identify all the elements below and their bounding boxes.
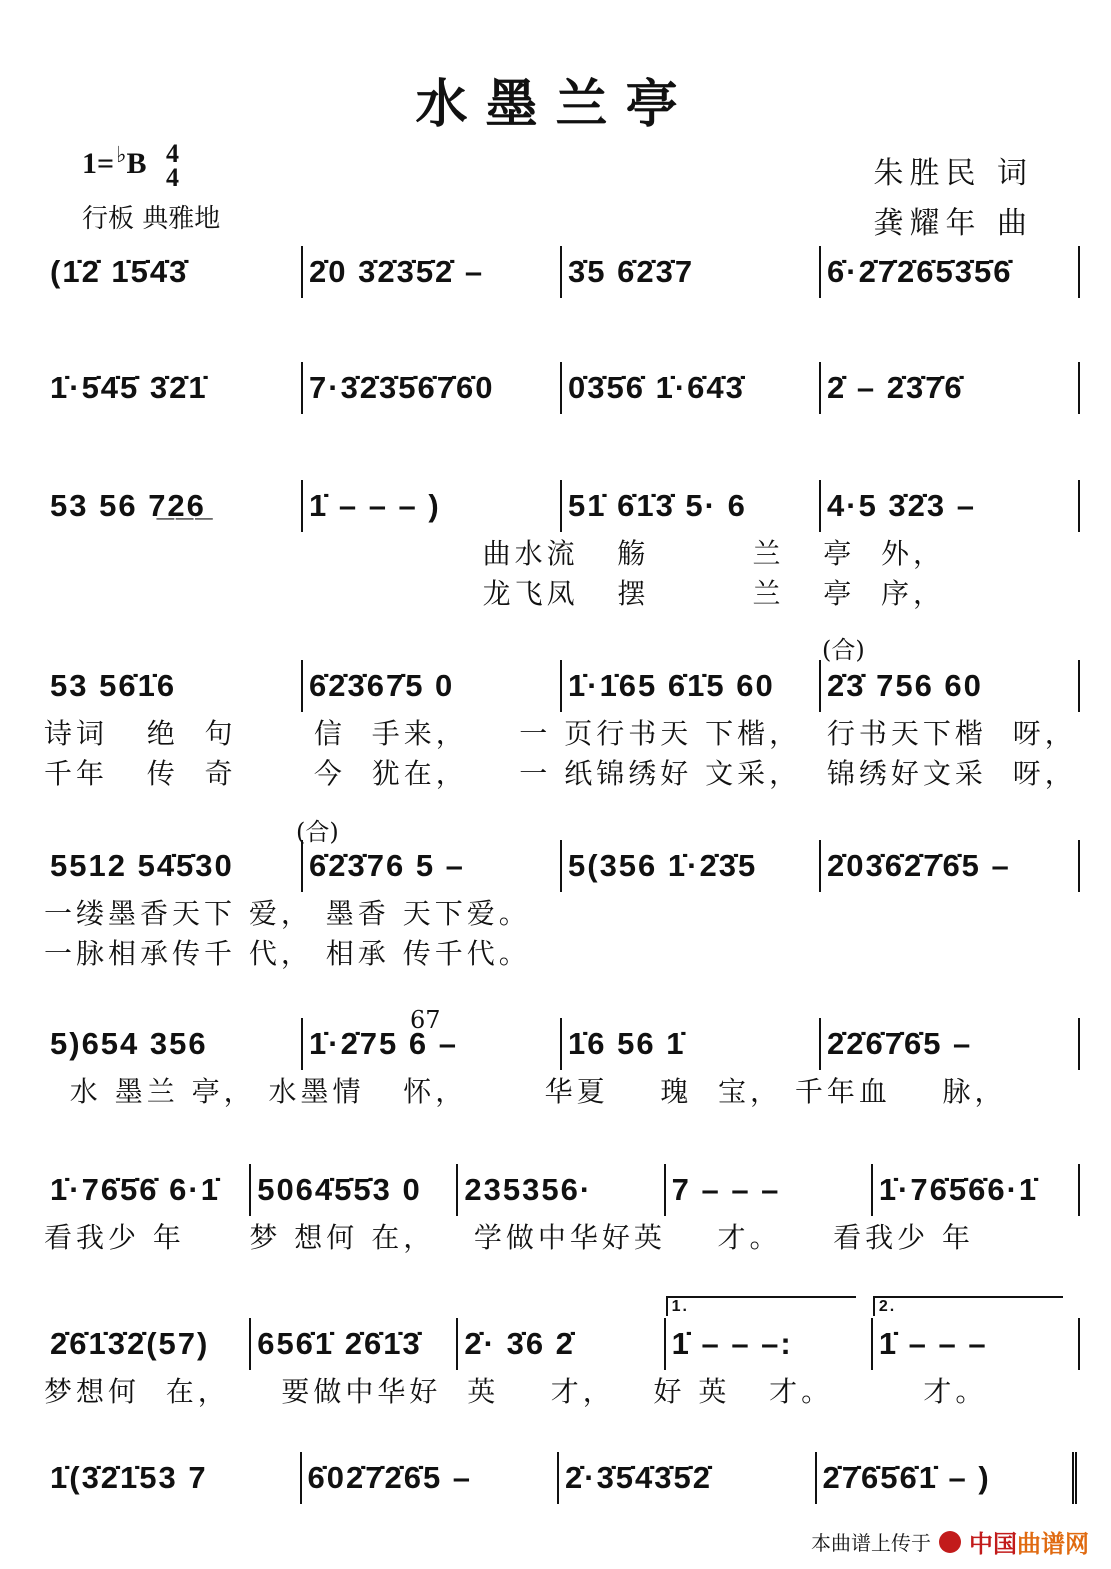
measure: 0̇3̇5̇6̇ 1̇·6̇4̇3̇ bbox=[568, 370, 745, 405]
measure-row bbox=[44, 244, 1080, 300]
measure: 1̇(3̇2̇1̇53 7 bbox=[50, 1460, 208, 1495]
barline bbox=[1078, 1318, 1080, 1370]
lyric-line: 曲水流 觞 兰 亭 外， bbox=[44, 537, 946, 570]
measure: 2̇ – 2̇3̇7̇6̇ bbox=[827, 370, 964, 405]
measure: 53 56̇1̇6 bbox=[50, 668, 177, 703]
chorus-mark: (合) bbox=[822, 636, 865, 664]
staff-system bbox=[44, 244, 1080, 300]
lyric-line: 龙飞凤 摆 兰 亭 序， bbox=[44, 577, 946, 610]
barline bbox=[1078, 840, 1080, 892]
key-note: B bbox=[126, 147, 147, 180]
volta-second-ending: 2. bbox=[873, 1296, 1064, 1316]
measure: 6̇2̇3̇67̇5 0 bbox=[309, 668, 455, 703]
footer-text: 本曲谱上传于 bbox=[811, 1531, 931, 1555]
measure: 1̇·5̇4̇5̇ 3̇2̇1̇ bbox=[50, 370, 208, 405]
measure: 1̇ – – – ) bbox=[309, 488, 441, 523]
key-prefix: 1= bbox=[82, 147, 115, 180]
site-logo-icon bbox=[939, 1531, 961, 1553]
staff-system bbox=[44, 478, 1080, 614]
measure: 2̇6̇1̇3̇2̇(57) bbox=[50, 1326, 210, 1361]
measure: 656̇1̇ 2̇6̇1̇3̇ bbox=[257, 1326, 422, 1361]
measure: 4·5 3̇2̇3 – bbox=[827, 488, 976, 523]
flat-icon: ♭ bbox=[116, 142, 127, 167]
measure: 7 – – – bbox=[671, 1172, 781, 1207]
measure: 6̇·2̇7̇2̇6̇5̇3̇5̇6̇ bbox=[827, 254, 1013, 289]
barline bbox=[1078, 1018, 1080, 1070]
staff-system bbox=[44, 838, 1080, 974]
barline bbox=[1078, 1164, 1080, 1216]
measure: 2̇0 3̇2̇3̇5̇2̇ – bbox=[309, 254, 485, 289]
time-bottom: 4 bbox=[166, 163, 180, 193]
measure: 1̇ – – –: 1. bbox=[666, 1316, 871, 1372]
staff-system bbox=[44, 1450, 1080, 1506]
final-barline bbox=[1072, 1452, 1080, 1504]
measure: 1̇·76̇5̇6̇ 6·1̇ bbox=[50, 1172, 220, 1207]
chorus-mark: (合) bbox=[296, 818, 339, 846]
measure: 2̇· 3̇6 2̇ bbox=[464, 1326, 575, 1361]
barline bbox=[1078, 660, 1080, 712]
staff-system bbox=[44, 658, 1080, 794]
measure: 2̇2̇6̇7̇6̇5 – bbox=[827, 1026, 973, 1061]
staff-system bbox=[44, 360, 1080, 416]
measure: 5)654 356 bbox=[50, 1026, 208, 1061]
key-signature bbox=[82, 139, 180, 193]
barline bbox=[1078, 246, 1080, 298]
measure: 2̇3̇ 756 60 bbox=[827, 668, 983, 703]
measure-row bbox=[44, 1450, 1080, 1506]
measure: 2̇·3̇5̇4̇3̇5̇2̇ bbox=[565, 1460, 713, 1495]
composer-credit: 龚耀年 曲 bbox=[873, 206, 1033, 241]
measure: 3̇5 6̇2̇3̇7 bbox=[568, 254, 695, 289]
measure-row bbox=[44, 658, 1080, 714]
measure: 5512 54̇5̇30 bbox=[50, 848, 234, 883]
lyric-line: 诗词 绝 句 信 手来， 一 页行书天 下楷， 行书天下楷 呀， bbox=[44, 717, 1077, 750]
staff-system bbox=[44, 1016, 1080, 1112]
measure: 51̇ 6̇1̇3̇ 5· 6 bbox=[568, 488, 747, 523]
measure: (1̇2̇ 1̇5̇4̇3̇ bbox=[50, 254, 189, 289]
measure: 2̇7̇6̇5̇6̇1̇ – ) bbox=[822, 1460, 991, 1495]
measure: 1̇6 56 1̇ bbox=[568, 1026, 686, 1061]
lyric-line: 一缕墨香天下 爱， 墨香 天下爱。 bbox=[44, 897, 531, 930]
measure-row bbox=[44, 360, 1080, 416]
staff-system bbox=[44, 1298, 1080, 1412]
measure: 1̇ – – – 2. bbox=[873, 1316, 1078, 1372]
measure: 53 56 7̲2̲6̲ bbox=[50, 488, 206, 523]
grace-notes: 67 bbox=[410, 1006, 441, 1034]
measure: 5064̇5̇5̇3 0 bbox=[257, 1172, 422, 1207]
barline bbox=[1078, 480, 1080, 532]
lyric-line: 千年 传 奇 今 犹在， 一 纸锦绣好 文采， 锦绣好文采 呀， bbox=[44, 757, 1077, 790]
barline bbox=[1078, 362, 1080, 414]
measure: 1̇·1̇65 6̇1̇5 60 bbox=[568, 668, 775, 703]
site-logo bbox=[969, 1524, 1089, 1559]
measure: 1̇·76̇5̇6̇6·1̇ bbox=[878, 1172, 1039, 1207]
measure: 2̇03̇6̇2̇7̇6̇5 – bbox=[827, 848, 1011, 883]
lyric-line: 看我少 年 梦 想何 在， 学做中华好英 才。 看我少 年 bbox=[44, 1221, 975, 1254]
logo-text-b: 曲谱网 bbox=[1017, 1530, 1089, 1558]
tempo-marking: 行板 典雅地 bbox=[82, 204, 221, 234]
lyric-line: 梦想何 在， 要做中华好 英 才， 好 英 才。 才。 bbox=[44, 1375, 988, 1408]
time-signature bbox=[166, 139, 180, 193]
measure: 1̇·2̇75 6 – bbox=[309, 1026, 458, 1061]
measure: 5(356 1̇·2̇3̇5 bbox=[568, 848, 758, 883]
time-top: 4 bbox=[166, 139, 180, 169]
logo-text-a: 中国 bbox=[969, 1530, 1017, 1558]
measure: 6̇02̇7̇2̇6̇5 – bbox=[307, 1460, 473, 1495]
lyricist-credit: 朱胜民 词 bbox=[873, 156, 1033, 191]
volta-first-ending: 1. bbox=[666, 1296, 857, 1316]
measure-row bbox=[44, 478, 1080, 534]
measure-row bbox=[44, 1298, 1080, 1372]
lyric-line: 一脉相承传千 代， 相承 传千代。 bbox=[44, 937, 531, 970]
lyric-line: 水 墨兰 亭， 水墨情 怀， 华夏 瑰 宝， 千年血 脉， bbox=[44, 1075, 1007, 1108]
measure: 235356· bbox=[464, 1172, 593, 1207]
measure: 6̇2̇3̇76 5 – bbox=[309, 848, 465, 883]
staff-system bbox=[44, 1162, 1080, 1258]
measure-row bbox=[44, 838, 1080, 894]
measure: 7·3̇2̇3̇5̇6̇7̇6̇0 bbox=[309, 370, 495, 405]
measure-row bbox=[44, 1016, 1080, 1072]
footer bbox=[811, 1524, 1089, 1559]
measure-row bbox=[44, 1162, 1080, 1218]
song-title: 水墨兰亭 bbox=[415, 74, 696, 135]
